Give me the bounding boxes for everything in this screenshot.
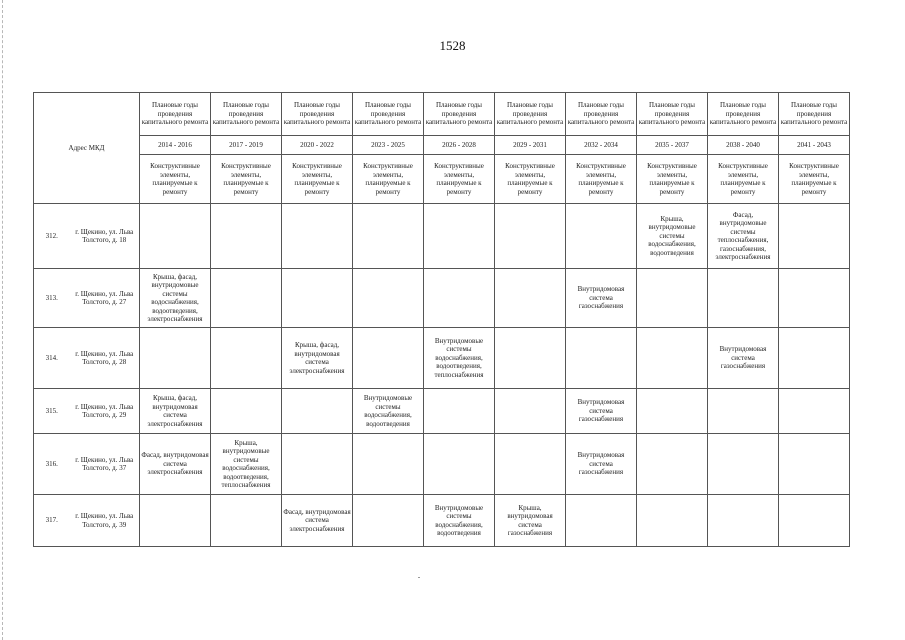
planned-works-cell (779, 389, 850, 434)
table-row (34, 204, 850, 269)
planned-works-cell: Внутридомовая система газоснабжения (566, 434, 637, 495)
planned-works-cell (211, 269, 282, 328)
building-address: г. Щекино, ул. Льва Толстого, д. 39 (70, 495, 140, 547)
elements-label-cell: Конструктивные элементы, планируемые к ремонту (566, 155, 637, 204)
planned-works-cell (708, 389, 779, 434)
table-row (34, 434, 850, 495)
row-number: 314. (34, 328, 70, 389)
planned-works-cell (353, 328, 424, 389)
years-label-cell: Плановые годы проведения капитального ремонта (779, 93, 850, 136)
period-cell: 2032 - 2034 (566, 136, 637, 155)
elements-label-cell: Конструктивные элементы, планируемые к ремонту (708, 155, 779, 204)
planned-works-cell (353, 204, 424, 269)
years-label-cell: Плановые годы проведения капитального ремонта (140, 93, 211, 136)
years-label-cell: Плановые годы проведения капитального ремонта (495, 93, 566, 136)
planned-works-cell (495, 434, 566, 495)
building-address: г. Щекино, ул. Льва Толстого, д. 29 (70, 389, 140, 434)
period-cell: 2023 - 2025 (353, 136, 424, 155)
years-label-cell: Плановые годы проведения капитального ремонта (424, 93, 495, 136)
header-row-periods (34, 136, 850, 155)
elements-label-cell: Конструктивные элементы, планируемые к ремонту (140, 155, 211, 204)
planned-works-cell (211, 204, 282, 269)
scan-margin-line (2, 0, 3, 640)
planned-works-cell (637, 434, 708, 495)
planned-works-cell (637, 269, 708, 328)
planned-works-cell: Внутридомовые системы водоснабжения, водоотведения (424, 495, 495, 547)
planned-works-cell: Внутридомовая система газоснабжения (566, 389, 637, 434)
planned-works-cell: Внутридомовая система газоснабжения (566, 269, 637, 328)
planned-works-cell (779, 434, 850, 495)
years-label-cell: Плановые годы проведения капитального ремонта (637, 93, 708, 136)
period-cell: 2026 - 2028 (424, 136, 495, 155)
planned-works-cell: Фасад, внутридомовые системы теплоснабжения, газоснабжения, электроснабжения (708, 204, 779, 269)
elements-label-cell: Конструктивные элементы, планируемые к ремонту (779, 155, 850, 204)
years-label-cell: Плановые годы проведения капитального ремонта (353, 93, 424, 136)
planned-works-cell (566, 204, 637, 269)
planned-works-cell (495, 389, 566, 434)
planned-works-cell (637, 495, 708, 547)
planned-works-cell (779, 204, 850, 269)
planned-works-cell (282, 269, 353, 328)
planned-works-cell (211, 328, 282, 389)
planned-works-cell (637, 328, 708, 389)
scan-speck (418, 577, 420, 578)
planned-works-cell: Внутридомовая система газоснабжения (708, 328, 779, 389)
planned-works-cell: Крыша, фасад, внутридомовая система электроснабжения (282, 328, 353, 389)
planned-works-cell (424, 434, 495, 495)
planned-works-cell (495, 204, 566, 269)
planned-works-cell (353, 495, 424, 547)
building-address: г. Щекино, ул. Льва Толстого, д. 27 (70, 269, 140, 328)
planned-works-cell (424, 204, 495, 269)
planned-works-cell (353, 269, 424, 328)
planned-works-cell (637, 389, 708, 434)
planned-works-cell (708, 434, 779, 495)
elements-label-cell: Конструктивные элементы, планируемые к ремонту (282, 155, 353, 204)
table-row (34, 269, 850, 328)
planned-works-cell (140, 328, 211, 389)
row-number: 317. (34, 495, 70, 547)
elements-label-cell: Конструктивные элементы, планируемые к ремонту (424, 155, 495, 204)
header-row-elements-label (34, 155, 850, 204)
planned-works-cell (282, 204, 353, 269)
years-label-cell: Плановые годы проведения капитального ремонта (211, 93, 282, 136)
planned-works-cell (211, 389, 282, 434)
period-cell: 2020 - 2022 (282, 136, 353, 155)
planned-works-cell (495, 328, 566, 389)
period-cell: 2035 - 2037 (637, 136, 708, 155)
planned-works-cell (353, 434, 424, 495)
planned-works-cell (779, 269, 850, 328)
repair-schedule-table (33, 92, 850, 547)
elements-label-cell: Конструктивные элементы, планируемые к ремонту (637, 155, 708, 204)
row-number: 312. (34, 204, 70, 269)
planned-works-cell: Фасад, внутридомовая система электроснабжения (282, 495, 353, 547)
planned-works-cell (779, 495, 850, 547)
years-label-cell: Плановые годы проведения капитального ремонта (282, 93, 353, 136)
planned-works-cell (779, 328, 850, 389)
planned-works-cell (708, 269, 779, 328)
planned-works-cell: Крыша, внутридомовая система газоснабжения (495, 495, 566, 547)
planned-works-cell: Крыша, внутридомовые системы водоснабжения, водоотведения (637, 204, 708, 269)
planned-works-cell (282, 389, 353, 434)
elements-label-cell: Конструктивные элементы, планируемые к ремонту (353, 155, 424, 204)
period-cell: 2014 - 2016 (140, 136, 211, 155)
elements-label-cell: Конструктивные элементы, планируемые к ремонту (211, 155, 282, 204)
planned-works-cell (282, 434, 353, 495)
planned-works-cell: Внутридомовые системы водоснабжения, водоотведения (353, 389, 424, 434)
planned-works-cell (424, 269, 495, 328)
years-label-cell: Плановые годы проведения капитального ремонта (566, 93, 637, 136)
planned-works-cell: Крыша, внутридомовые системы водоснабжения, водоотведения, теплоснабжения (211, 434, 282, 495)
planned-works-cell (211, 495, 282, 547)
planned-works-cell (140, 495, 211, 547)
elements-label-cell: Конструктивные элементы, планируемые к ремонту (495, 155, 566, 204)
planned-works-cell: Фасад, внутридомовая система электроснабжения (140, 434, 211, 495)
planned-works-cell: Крыша, фасад, внутридомовая система электроснабжения (140, 389, 211, 434)
building-address: г. Щекино, ул. Льва Толстого, д. 28 (70, 328, 140, 389)
period-cell: 2017 - 2019 (211, 136, 282, 155)
table-row (34, 495, 850, 547)
planned-works-cell (140, 204, 211, 269)
row-number: 315. (34, 389, 70, 434)
planned-works-cell (708, 495, 779, 547)
header-row-years-label (34, 93, 850, 136)
period-cell: 2029 - 2031 (495, 136, 566, 155)
period-cell: 2041 - 2043 (779, 136, 850, 155)
planned-works-cell: Внутридомовые системы водоснабжения, водоотведения, теплоснабжения (424, 328, 495, 389)
building-address: г. Щекино, ул. Льва Толстого, д. 37 (70, 434, 140, 495)
planned-works-cell (566, 328, 637, 389)
table-body (34, 93, 850, 547)
period-cell: 2038 - 2040 (708, 136, 779, 155)
building-address: г. Щекино, ул. Льва Толстого, д. 18 (70, 204, 140, 269)
planned-works-cell (495, 269, 566, 328)
page-number: 1528 (439, 38, 466, 53)
planned-works-cell (424, 389, 495, 434)
address-column-header: Адрес МКД (34, 93, 140, 204)
table-row (34, 389, 850, 434)
years-label-cell: Плановые годы проведения капитального ремонта (708, 93, 779, 136)
planned-works-cell (566, 495, 637, 547)
planned-works-cell: Крыша, фасад, внутридомовые системы водоснабжения, водоотведения, электроснабжения (140, 269, 211, 328)
row-number: 316. (34, 434, 70, 495)
row-number: 313. (34, 269, 70, 328)
table-row (34, 328, 850, 389)
